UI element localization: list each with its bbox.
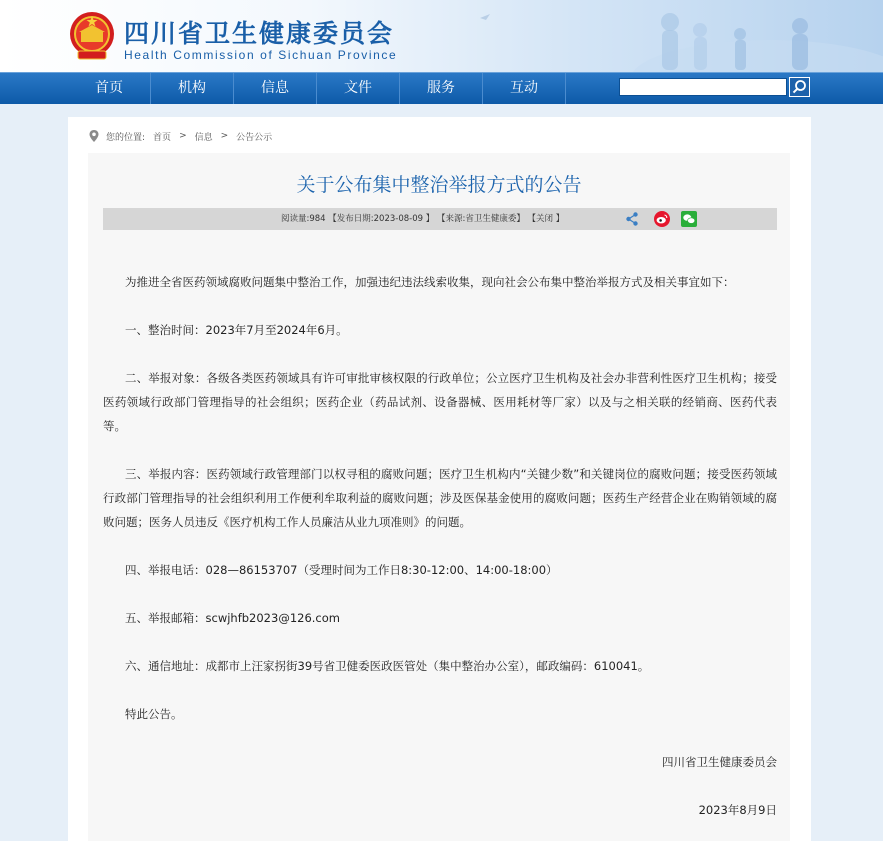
nav-item-documents[interactable]: 文件 bbox=[317, 73, 400, 104]
article-paragraph: 三、举报内容：医药领域行政管理部门以权寻租的腐败问题；医疗卫生机构内“关键少数”和关键岗位的腐败问题；接受医药领域行政部门管理指导的社会组织利用工作便利牟取利益的腐败问题；涉及医保基金使用的腐败问题；医药生产经营企业在购销领域的腐败问题；医务人员违反《医疗机构工作人员廉洁从业九项准则》的问题。 bbox=[103, 467, 777, 529]
search-input[interactable] bbox=[619, 78, 787, 96]
article-paragraph: 五、举报邮箱：scwjhfb2023@126.com bbox=[125, 611, 340, 625]
nav-item-interaction[interactable]: 互动 bbox=[483, 73, 566, 104]
article-paragraph: 二、举报对象：各级各类医药领域具有许可审批审核权限的行政单位；公立医疗卫生机构及社会办非营利性医疗卫生机构；接受医药领域行政部门管理指导的社会组织；医药企业（药品试剂、设备器械、医用耗材等厂家）以及与之相关联的经销商、医药代表等。 bbox=[103, 371, 777, 433]
article-paragraph: 一、整治时间：2023年7月至2024年6月。 bbox=[125, 323, 348, 337]
site-subtitle: Health Commission of Sichuan Province bbox=[124, 48, 398, 62]
header-banner-art bbox=[470, 0, 883, 72]
breadcrumb-label: 您的位置: bbox=[106, 132, 146, 143]
article-paragraph: 六、通信地址：成都市上汪家拐街39号省卫健委医政医管处（集中整治办公室），邮政编码：610041。 bbox=[125, 659, 650, 673]
article-meta-bar bbox=[103, 208, 777, 230]
article-title: 关于公布集中整治举报方式的公告 bbox=[296, 174, 582, 196]
breadcrumb-item-information[interactable]: 信息 bbox=[194, 132, 213, 143]
nav-item-organization[interactable]: 机构 bbox=[151, 73, 234, 104]
nav-item-services[interactable]: 服务 bbox=[400, 73, 483, 104]
article-paragraph: 特此公告。 bbox=[125, 707, 183, 721]
weibo-icon[interactable] bbox=[654, 211, 670, 227]
article-date: 2023年8月9日 bbox=[698, 803, 777, 817]
breadcrumb-item-announcements[interactable]: 公告公示 bbox=[236, 132, 273, 143]
site-title[interactable]: 四川省卫生健康委员会 bbox=[124, 19, 395, 48]
article-paragraph: 四、举报电话：028—86153707（受理时间为工作日8:30-12:00、14:00-18:00） bbox=[125, 563, 558, 577]
national-emblem-icon bbox=[68, 10, 116, 62]
search-icon bbox=[790, 78, 809, 96]
search-button[interactable] bbox=[789, 77, 810, 97]
breadcrumb-separator: > bbox=[220, 131, 229, 141]
breadcrumb-separator: > bbox=[179, 131, 187, 141]
article-signature: 四川省卫生健康委员会 bbox=[662, 755, 777, 769]
nav-item-information[interactable]: 信息 bbox=[234, 73, 317, 104]
breadcrumb bbox=[88, 129, 280, 143]
share-icon[interactable] bbox=[624, 211, 640, 227]
nav-item-home[interactable]: 首页 bbox=[68, 73, 151, 104]
location-pin-icon bbox=[88, 129, 100, 143]
site-header bbox=[0, 0, 883, 72]
article-paragraph: 为推进全省医药领域腐败问题集中整治工作，加强违纪违法线索收集，现向社会公布集中整治举报方式及相关事宜如下： bbox=[125, 275, 735, 289]
breadcrumb-item-home[interactable]: 首页 bbox=[153, 132, 172, 143]
article-meta: 阅读量:984 【发布日期:2023-08-09 】 【来源:省卫生健康委】 【关闭 】 bbox=[281, 214, 565, 224]
wechat-icon[interactable] bbox=[681, 211, 697, 227]
